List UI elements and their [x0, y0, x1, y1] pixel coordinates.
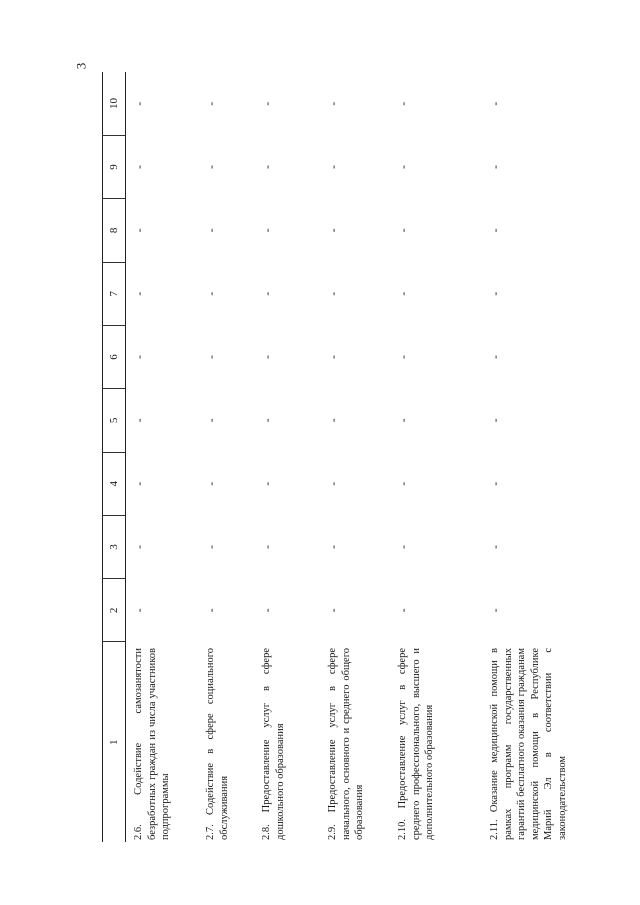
table-cell: - — [132, 101, 146, 106]
table-cell: - — [396, 165, 410, 170]
table-cell: - — [132, 481, 146, 486]
table-cell: - — [326, 481, 340, 486]
table-cell: - — [326, 355, 340, 360]
table-cell: - — [260, 101, 274, 106]
table-cell: - — [326, 545, 340, 550]
row-label: 2.11. Оказание медицинской помощи в рамках программ государственных гарантий бесплатного оказания гражданам медицинской помощи в Республике Марий Эл в соответствии с законодательством — [489, 648, 568, 840]
table-row — [126, 72, 199, 842]
services-table — [102, 72, 614, 842]
row-label: 2.6. Содействие самозанятости безработных граждан из числа участников подпрограммы — [133, 648, 171, 840]
column-header-6: 6 — [103, 325, 126, 388]
row-label: 2.7. Содействие в сфере социального обслуживания — [205, 648, 230, 840]
table-row — [390, 72, 482, 842]
column-header-4: 4 — [103, 452, 126, 515]
column-header-1: 1 — [103, 642, 126, 842]
table-cell: - — [396, 545, 410, 550]
table-cell: - — [204, 291, 218, 296]
table-cell: - — [132, 228, 146, 233]
table-cell: - — [204, 165, 218, 170]
table-cell: - — [204, 418, 218, 423]
table-cell: - — [396, 291, 410, 296]
row-label: 2.8. Предоставление услуг в сфере дошкольного образования — [261, 648, 286, 840]
table-cell: - — [488, 608, 502, 613]
table-cell: - — [260, 545, 274, 550]
column-header-8: 8 — [103, 199, 126, 262]
table-row — [254, 72, 320, 842]
table-cell: - — [204, 355, 218, 360]
table-cell: - — [488, 355, 502, 360]
page-number: 3 — [73, 62, 89, 70]
table-row — [198, 72, 254, 842]
table-cell: - — [488, 291, 502, 296]
column-header-9: 9 — [103, 135, 126, 198]
column-header-7: 7 — [103, 262, 126, 325]
table-row — [482, 72, 614, 842]
table-cell: - — [260, 481, 274, 486]
row-label: 2.10. Предоставление услуг в сфере среднего профессионального, высшего и дополнительного образования — [397, 648, 435, 840]
table-cell: - — [326, 101, 340, 106]
table-cell: - — [204, 608, 218, 613]
table-cell: - — [396, 418, 410, 423]
document-table-frame — [102, 72, 568, 842]
column-header-10: 10 — [103, 72, 126, 135]
table-cell: - — [260, 291, 274, 296]
table-cell: - — [260, 418, 274, 423]
table-cell: - — [396, 608, 410, 613]
table-cell: - — [396, 101, 410, 106]
column-header-2: 2 — [103, 579, 126, 642]
table-cell: - — [488, 418, 502, 423]
table-cell: - — [260, 165, 274, 170]
table-cell: - — [488, 101, 502, 106]
table-cell: - — [132, 418, 146, 423]
row-label: 2.9. Предоставление услуг в сфере начального, основного и среднего общего образования — [327, 648, 365, 840]
table-cell: - — [326, 608, 340, 613]
table-cell: - — [204, 545, 218, 550]
table-cell: - — [204, 101, 218, 106]
table-cell: - — [488, 228, 502, 233]
table-cell: - — [488, 165, 502, 170]
table-cell: - — [132, 545, 146, 550]
table-cell: - — [260, 608, 274, 613]
column-header-3: 3 — [103, 515, 126, 578]
table-cell: - — [204, 228, 218, 233]
column-header-5: 5 — [103, 389, 126, 452]
table-cell: - — [132, 165, 146, 170]
table-cell: - — [132, 291, 146, 296]
table-cell: - — [326, 165, 340, 170]
table-cell: - — [396, 228, 410, 233]
table-cell: - — [326, 291, 340, 296]
table-cell: - — [326, 228, 340, 233]
table-cell: - — [260, 228, 274, 233]
header-row — [103, 72, 126, 842]
table-cell: - — [132, 608, 146, 613]
table-cell: - — [396, 355, 410, 360]
table-cell: - — [204, 481, 218, 486]
table-cell: - — [132, 355, 146, 360]
table-row — [320, 72, 390, 842]
table-cell: - — [488, 481, 502, 486]
table-cell: - — [396, 481, 410, 486]
table-cell: - — [488, 545, 502, 550]
table-cell: - — [326, 418, 340, 423]
table-cell: - — [260, 355, 274, 360]
